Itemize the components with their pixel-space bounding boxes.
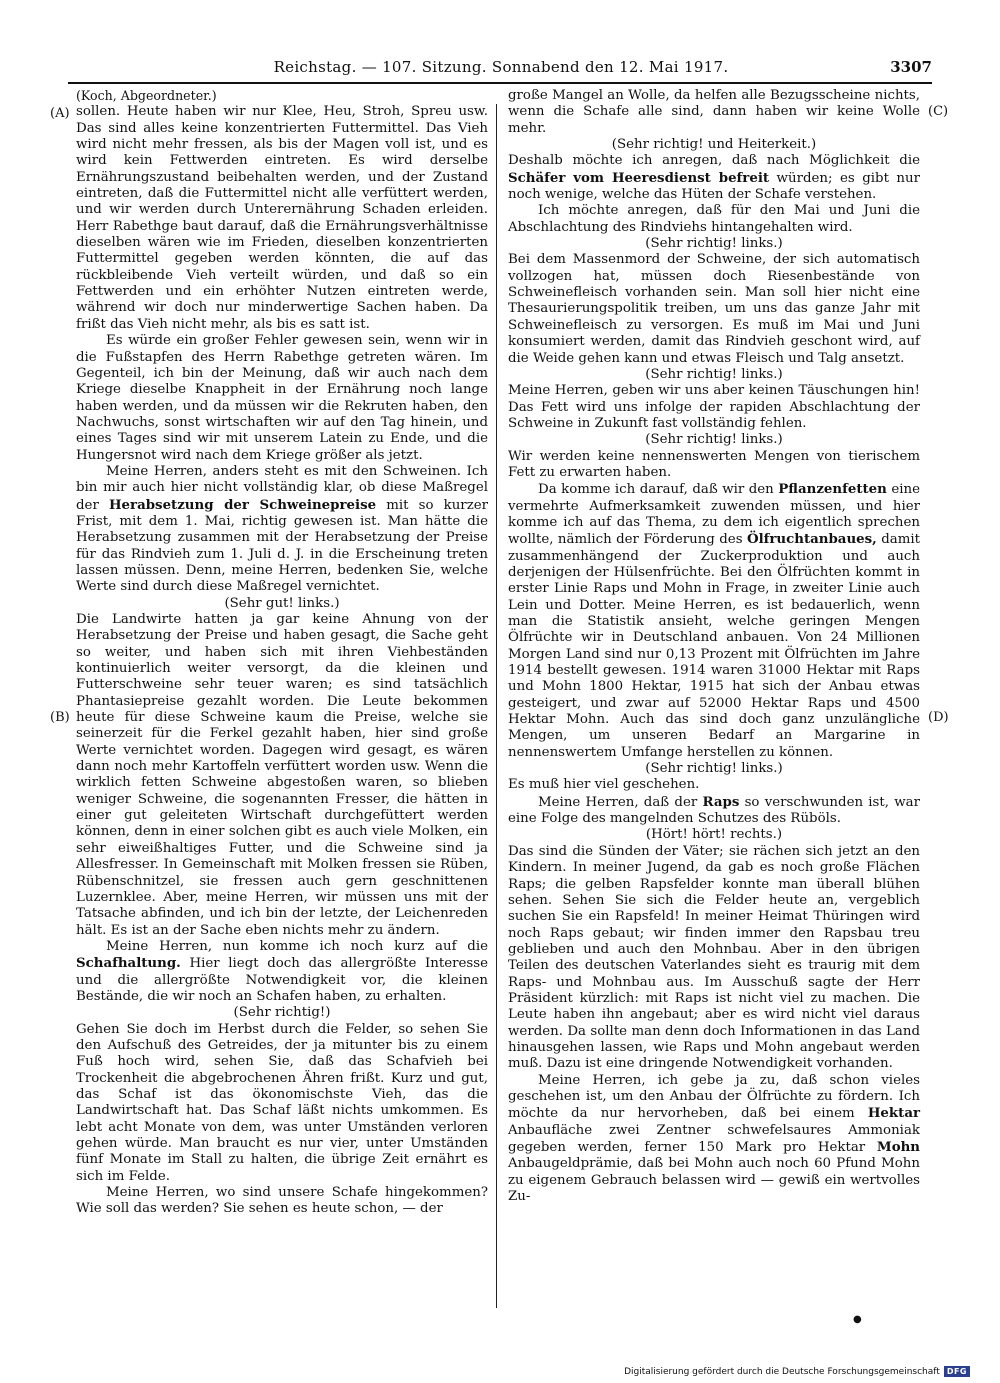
interjection: (Hört! hört! rechts.) [645, 827, 783, 843]
interjection: (Sehr richtig! links.) [645, 761, 783, 777]
emphasis: Raps [702, 793, 740, 810]
page-title: Reichstag. — 107. Sitzung. Sonnabend den 12. Mai 1917. [273, 58, 729, 76]
paragraph: Ich möchte anregen, daß für den Mai und Juni die Abschlachtung des Rindviehs hintangehalten wird. [508, 203, 920, 235]
paragraph: sollen. Heute haben wir nur Klee, Heu, Stroh, Spreu usw. Das sind alles keine konzentrierten Futtermittel. Das Vieh wird nicht mehr fressen, als bis der Magen voll ist, und es wird kein Fettwerden eintreten. Es wird derselbe Ernährungszustand beibehalten werden, und der Zustand eintreten, daß die Futtermittel nicht alle verfüttert werden, und wir werden durch Unterernährung Schaden erleiden. Herr Rabethge baut darauf, daß die Ernährungsverhältnisse dieselben wären wie im Frieden, dieselben konzentrierten Futtermittel gegeben werden könnten, die auf das rückbleibende Vieh verteilt würden, und daß so ein Fettwerden und ein erhöhter Nutzen eintreten werde, während wir doch nur minderwertige Sachen haben. Da frißt das Vieh nicht mehr, als bis es satt ist. [76, 104, 488, 332]
interjection: (Sehr richtig! und Heiterkeit.) [611, 137, 817, 153]
page-header [70, 58, 932, 80]
emphasis: Herabsetzung der Schweinepreise [108, 496, 377, 513]
margin-mark-a: (A) [50, 106, 70, 121]
paragraph: Meine Herren, geben wir uns aber keinen Täuschungen hin! Das Fett wird uns infolge der rapiden Abschlachtung der Schweine in Zukunft fast vollständig fehlen. [508, 383, 920, 431]
paragraph: Das sind die Sünden der Väter; sie rächen sich jetzt an den Kindern. In meiner Jugend, da gab es noch große Flächen Raps; die gelben Rapsfelder konnte man überall blühen sehen. Sehen Sie sich die Felder heute an, vergeblich suchen Sie ein Rapsfeld! In meiner Heimat Thüringen wird noch Raps gebaut; wir finden immer den Rapsbau treu geblieben und auch den Mohnbau. Aber in den übrigen Teilen des deutschen Vaterlandes sieht es traurig mit dem Raps- und Mohnbau aus. Im Ausschuß sagte der Herr Präsident kürzlich: mit Raps ist nicht viel zu machen. Die Leute haben ihn angebaut; aber es wird nicht viel daraus werden. Da sollte man denn doch Informationen in das Land hinausgehen lassen, wie Raps und Mohn angebaut werden muß. Dazu ist eine dringende Notwendigkeit vorhanden. [508, 843, 920, 1072]
footer [624, 1366, 970, 1377]
margin-mark-b: (B) [50, 710, 70, 725]
right-column [508, 88, 920, 1205]
dfg-logo: DFG [944, 1366, 970, 1377]
paragraph: Meine Herren, nun komme ich noch kurz auf die Schafhaltung. Hier liegt doch das allergrößte Interesse und die allergrößte Notwendigkeit vor, die kleinen Bestände, die wir noch an Schafen haben, zu erhalten. [76, 938, 488, 1004]
left-column [76, 88, 488, 1218]
paragraph: Meine Herren, wo sind unsere Schafe hingekommen? Wie soll das werden? Sie sehen es heute schon, — der [76, 1185, 488, 1217]
paragraph: Die Landwirte hatten ja gar keine Ahnung von der Herabsetzung der Preise und haben gesagt, die Sache geht so weiter, und haben sich mit ihren Viehbeständen kontinuierlich weiter versorgt, da die kleinen und Futterschweine sehr teuer waren; es sind tatsächlich Phantasiepreise gezahlt worden. Die Leute bekommen heute für diese Schweine kaum die Preise, welche sie seinerzeit für die Ferkel gezahlt haben, hier sind große Werte vernichtet worden. Dagegen wird gesagt, es wären dann noch mehr Kartoffeln verfüttert worden usw. Wenn die wirklich fetten Schweine abgestoßen waren, so blieben weniger Schweine, die sogenannten Fresser, die hätten in einer gut geleiteten Wirtschaft durchgefüttert werden können, denn in einer solchen gibt es auch viele Molken, ein sehr eiweißhaltiges Futter, und die Schweine sind ja Allesfresser. In Gemeinschaft mit Molken fressen sie Rüben, Rübenschnitzel, sie fressen auch gern geschnittenen Luzernklee. Aber, meine Herren, wir müssen uns mit der Tatsache abfinden, und ich bin der letzte, der Leichenreden hält. Es ist an der Sache eben nichts mehr zu ändern. [76, 612, 488, 938]
paragraph: Da komme ich darauf, daß wir den Pflanzenfetten eine vermehrte Aufmerksamkeit zuwenden müssen, und hier komme ich auf das Thema, zu dem ich eigentlich sprechen wollte, nämlich der Förderung des Ölfruchtanbaues, damit zusammenhängend der Zuckerproduktion und auch derjenigen der Hülsenfrüchte. Bei den Ölfrüchten kommt in erster Linie Raps und Mohn in Frage, in zweiter Linie auch Lein und Dotter. Meine Herren, es ist bedauerlich, wenn man die Statistik ansieht, welche geringen Mengen Ölfrüchte wir in Deutschland anbauen. Von 24 Millionen Morgen Land sind nur 0,13 Prozent mit Ölfrüchten im Jahre 1914 bestellt gewesen. 1914 waren 31000 Hektar mit Raps und Mohn 1800 Hektar, 1915 hat sich der Anbau etwas gesteigert, und zwar auf 52000 Hektar Raps und 4500 Hektar Mohn. Auch das sind doch ganz unzulängliche Mengen, um unseren Bedarf an Margarine in nennenswertem Umfange herstellen zu können. [508, 481, 920, 760]
paragraph: Es muß hier viel geschehen. [508, 777, 700, 793]
header-rule [68, 82, 932, 84]
emphasis: Hektar [867, 1105, 920, 1122]
paragraph: Deshalb möchte ich anregen, daß nach Möglichkeit die Schäfer vom Heeresdienst befreit würden; es gibt nur noch wenige, welche das Hüten der Schafe verstehen. [508, 153, 921, 203]
emphasis: Schäfer vom Heeresdienst befreit [508, 169, 770, 186]
emphasis: Schafhaltung. [76, 955, 181, 972]
interjection: (Sehr richtig!) [233, 1005, 331, 1021]
column-separator [496, 104, 497, 1308]
interjection: (Sehr richtig! links.) [645, 366, 783, 382]
emphasis: Ölfruchtanbaues, [746, 531, 877, 548]
bullet-mark: ● [853, 1314, 862, 1325]
paragraph: Es würde ein großer Fehler gewesen sein, wenn wir in die Fußstapfen des Herrn Rabethge getreten wären. Im Gegenteil, ich bin der Meinung, daß wir auch nach dem Kriege dieselbe Knappheit in der Ernährung noch lange haben werden, und da müssen wir die Rekruten haben, den Nachwuchs, sonst wirtschaften wir auf den Tag hinein, und eines Tages sind wir mit unserem Latein zu Ende, und die Hungersnot wird nach dem Kriege größer als jetzt. [76, 333, 488, 463]
paragraph: Wir werden keine nennenswerten Mengen von tierischem Fett zu erwarten haben. [508, 448, 920, 480]
margin-mark-c: (C) [928, 104, 949, 119]
page-number: 3307 [890, 58, 932, 76]
paragraph: Meine Herren, anders steht es mit den Schweinen. Ich bin mir auch hier nicht vollständig klar, ob diese Maßregel der Herabsetzung der Schweinepreise mit so kurzer Frist, mit dem 1. Mai, richtig gewesen ist. Man hätte die Herabsetzung zusammen mit der Herabsetzung der Preise für das Rindvieh zum 1. Juli d. J. in die Erscheinung treten lassen müssen. Denn, meine Herren, bedenken Sie, welche Werte sind durch diese Maßregel vernichtet. [76, 463, 488, 595]
paragraph: Bei dem Massenmord der Schweine, der sich automatisch vollzogen hat, müssen doch Riesenbestände von Schweinefleisch vorhanden sein. Man soll hier nicht eine Thesaurierungspolitik treiben, um uns das ganze Jahr mit Schweinefleisch zu versorgen. Es muß im Mai und Juni konsumiert werden, damit das Rindvieh geschont wird, auf die Weide gehen kann und etwas Fleisch und Talg ansetzt. [508, 252, 920, 366]
margin-mark-d: (D) [928, 710, 949, 725]
footer-text: Digitalisierung gefördert durch die Deutsche Forschungsgemeinschaft [624, 1366, 940, 1377]
interjection: (Sehr richtig! links.) [645, 432, 783, 448]
emphasis: Pflanzenfetten [778, 481, 887, 498]
paragraph: Meine Herren, daß der Raps so verschwunden ist, war eine Folge des mangelnden Schutzes des Rüböls. [508, 793, 920, 827]
speaker-line: (Koch, Abgeordneter.) [76, 88, 217, 103]
interjection: (Sehr richtig! links.) [645, 236, 783, 252]
paragraph: Gehen Sie doch im Herbst durch die Felder, so sehen Sie den Aufschuß des Getreides, der ja mitunter bis zu einem Fuß hoch wird, sehen Sie, daß das Schafvieh bei Trockenheit die abgebrochenen Ähren frißt. Kurz und gut, das Schaf ist das ökonomischste Vieh, das die Landwirtschaft hat. Das Schaf läßt nichts umkommen. Es lebt acht Monate von dem, was unter Umständen verloren gehen würde. Man braucht es nur vier, unter Umständen fünf Monate im Stall zu halten, die übrige Zeit ernährt es sich im Felde. [76, 1021, 488, 1184]
paragraph: große Mangel an Wolle, da helfen alle Bezugsscheine nichts, wenn die Schafe alle sind, dann haben wir keine Wolle mehr. [508, 88, 920, 136]
interjection: (Sehr gut! links.) [224, 595, 340, 611]
paragraph: Meine Herren, ich gebe ja zu, daß schon vieles geschehen ist, um den Anbau der Ölfrüchte zu fördern. Ich möchte da nur hervorheben, daß bei einem Hektar Anbaufläche zwei Zentner schwefelsaures Ammoniak gegeben werden, ferner 150 Mark pro Hektar Mohn Anbaugeldprämie, daß bei Mohn auch noch 60 Pfund Mohn zu eigenem Gebrauch belassen wird — gewiß ein wertvolles Zu- [508, 1072, 920, 1205]
emphasis: Mohn [876, 1139, 920, 1155]
